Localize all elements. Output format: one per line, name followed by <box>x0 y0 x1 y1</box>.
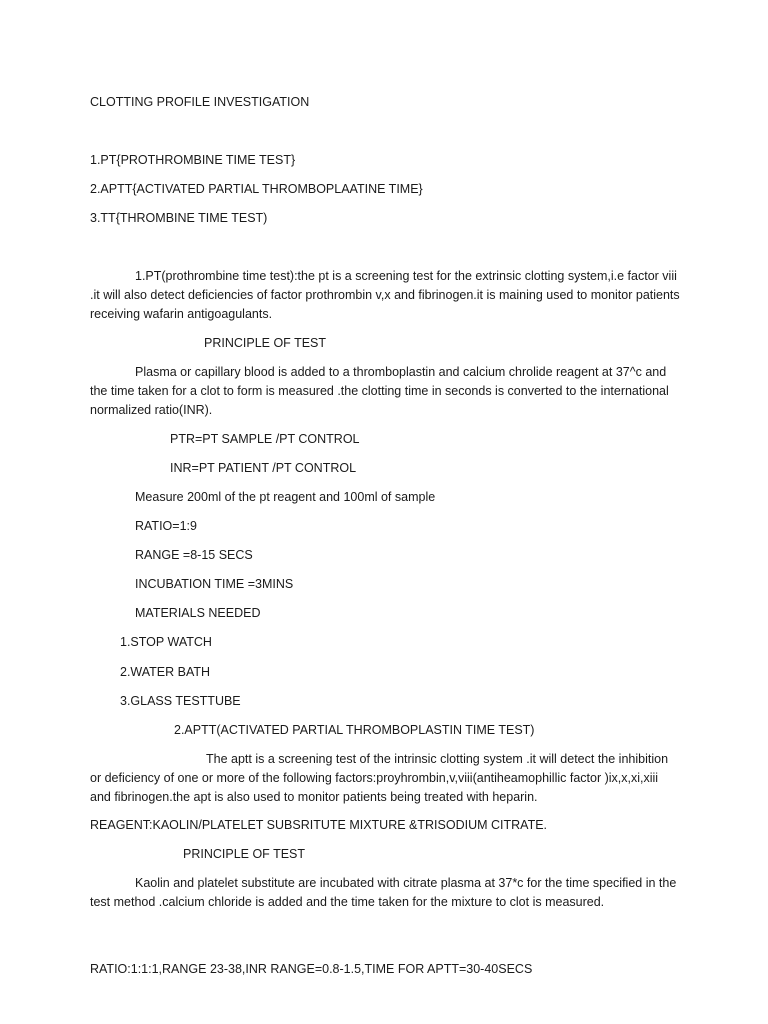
inr-formula: INR=PT PATIENT /PT CONTROL <box>170 461 357 475</box>
ratio-line: RATIO=1:9 <box>135 519 197 533</box>
principle-heading-2: PRINCIPLE OF TEST <box>183 847 306 861</box>
aptt-intro-paragraph: The aptt is a screening test of the intrinsic clotting system .it will detect the inhibition or deficiency of one or more of the following factors:proyhrombin,v,viii(antiheamophillic factor )ix,x,xi,xiii and fibrinogen.the apt is also used to monitor patients being treated with heparin. <box>90 752 669 804</box>
pt-principle-paragraph: Plasma or capillary blood is added to a thromboplastin and calcium chrolide reagent at 37^c and the time taken for a clot to form is measured .the clotting time in seconds is converted to the international normalized ratio(INR). <box>90 365 669 417</box>
reagent-line: REAGENT:KAOLIN/PLATELET SUBSRITUTE MIXTURE &TRISODIUM CITRATE. <box>90 818 548 832</box>
ptr-formula: PTR=PT SAMPLE /PT CONTROL <box>170 432 360 446</box>
range-line: RANGE =8-15 SECS <box>135 548 253 562</box>
aptt-principle-paragraph: Kaolin and platelet substitute are incubated with citrate plasma at 37*c for the time specified in the test method .calcium chloride is added and the time taken for the mixture to clot is measured. <box>90 876 677 909</box>
material-item-water-bath: 2.WATER BATH <box>120 665 211 679</box>
material-item-glass-testtube: 3.GLASS TESTTUBE <box>120 694 241 708</box>
measure-line: Measure 200ml of the pt reagent and 100ml of sample <box>135 490 436 504</box>
document-title: CLOTTING PROFILE INVESTIGATION <box>90 95 310 109</box>
material-item-stop-watch: 1.STOP WATCH <box>120 635 212 649</box>
principle-heading-1: PRINCIPLE OF TEST <box>204 336 327 350</box>
list-item-pt: 1.PT{PROTHROMBINE TIME TEST} <box>90 153 296 167</box>
list-item-aptt: 2.APTT{ACTIVATED PARTIAL THROMBOPLAATINE TIME} <box>90 182 423 196</box>
materials-heading: MATERIALS NEEDED <box>135 606 261 620</box>
aptt-heading: 2.APTT(ACTIVATED PARTIAL THROMBOPLASTIN TIME TEST) <box>174 723 535 737</box>
list-item-tt: 3.TT{THROMBINE TIME TEST) <box>90 211 268 225</box>
aptt-summary-line: RATIO:1:1:1,RANGE 23-38,INR RANGE=0.8-1.5,TIME FOR APTT=30-40SECS <box>90 962 533 976</box>
incubation-line: INCUBATION TIME =3MINS <box>135 577 294 591</box>
pt-intro-paragraph: 1.PT(prothrombine time test):the pt is a screening test for the extrinsic clotting system,i.e factor viii .it will also detect deficiencies of factor prothrombin v,x and fibrinogen.it is maining used to monitor patients receiving wafarin antigoagulants. <box>90 269 680 321</box>
